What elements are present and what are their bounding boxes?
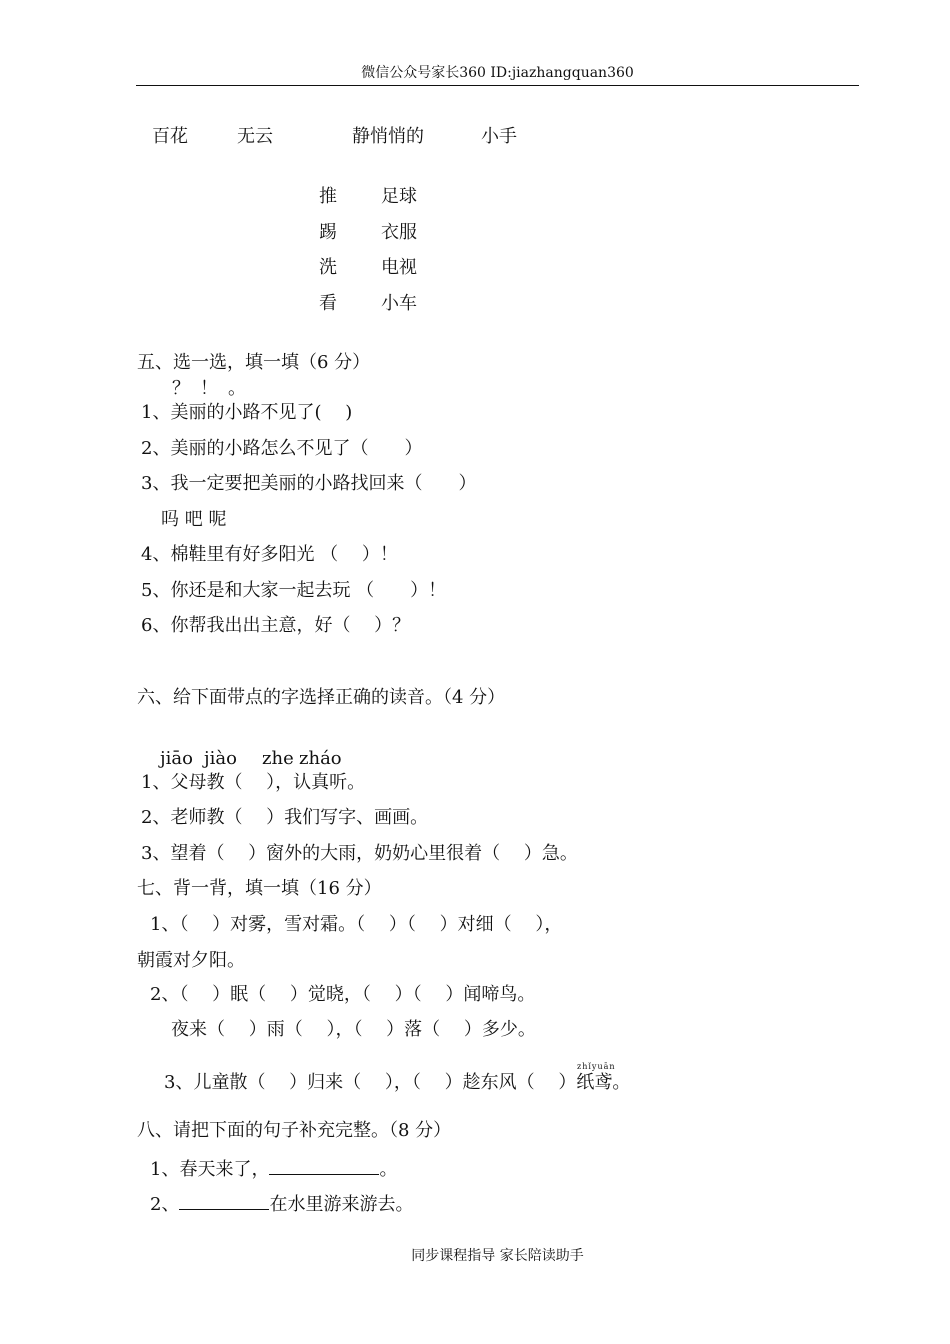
s8-item-2 — [150, 1193, 413, 1214]
s8-item-1-suffix: 。 — [379, 1159, 398, 1180]
pinyin-2: jiào — [204, 748, 237, 769]
s6-item-2: 2、老师教（ ）我们写字、画画。 — [141, 807, 429, 828]
pinyin-3: zhe — [262, 748, 294, 769]
verb-2: 踢 — [319, 222, 337, 243]
s8-item-2-prefix: 2、 — [150, 1194, 180, 1215]
word-4: 小手 — [481, 126, 517, 147]
s6-item-1: 1、父母教（ ），认真听。 — [141, 772, 366, 793]
s7-line-1b: 朝霞对夕阳。 — [137, 950, 245, 971]
s6-item-3: 3、望着（ ）窗外的大雨，奶奶心里很着（ ）急。 — [141, 843, 578, 864]
s5-item-3: 3、我一定要把美丽的小路找回来（ ） — [141, 473, 477, 494]
s7-line-1: 1、（ ）对雾，雪对霜。（ ）（ ）对细（ ）， — [150, 914, 563, 935]
s8-item-2-blank[interactable] — [179, 1193, 269, 1210]
s5-item-1: 1、美丽的小路不见了( ) — [141, 402, 353, 423]
s8-item-1 — [150, 1158, 397, 1179]
s5-item-2: 2、美丽的小路怎么不见了（ ） — [141, 438, 423, 459]
option-question: ？ — [172, 378, 190, 399]
header-rule — [136, 85, 859, 86]
verb-1: 推 — [319, 186, 337, 207]
verb-3: 洗 — [319, 257, 337, 278]
s8-item-1-blank[interactable] — [269, 1158, 379, 1175]
option-period: 。 — [228, 378, 246, 399]
s7-line-2b: 夜来（ ）雨（ ），（ ）落（ ）多少。 — [171, 1019, 536, 1040]
noun-4: 小车 — [381, 293, 417, 314]
pinyin-annotation: zhǐyuān — [577, 1062, 616, 1071]
section8-title: 八、请把下面的句子补充完整。（8 分） — [137, 1120, 452, 1141]
section7-title: 七、背一背，填一填（16 分） — [137, 878, 382, 899]
s8-item-2-suffix: 在水里游来游去。 — [269, 1194, 414, 1215]
pinyin-4: zháo — [299, 748, 342, 769]
s7-line-3: 3、儿童散（ ）归来（ ），（ ）趁东风（ ）纸鸢。 — [164, 1072, 631, 1093]
option-exclaim: ！ — [200, 378, 218, 399]
section5-title: 五、选一选，填一填（6 分） — [137, 352, 371, 373]
word-3: 静悄悄的 — [352, 126, 424, 147]
page-header: 微信公众号家长360 ID:jiazhangquan360 — [361, 65, 634, 81]
s5-item-6: 6、你帮我出出主意，好（ ）？ — [141, 615, 411, 636]
noun-1: 足球 — [381, 186, 417, 207]
page-footer: 同步课程指导 家长陪读助手 — [411, 1248, 584, 1264]
pinyin-1: jiāo — [160, 748, 193, 769]
noun-2: 衣服 — [381, 222, 417, 243]
s5-item-4: 4、棉鞋里有好多阳光 （ ）！ — [141, 544, 398, 565]
s7-line-2: 2、（ ）眠（ ）觉晓，（ ）（ ）闻啼鸟。 — [150, 984, 536, 1005]
s5-options-2: 吗 吧 呢 — [161, 509, 227, 530]
word-2: 无云 — [237, 126, 273, 147]
section6-title: 六、给下面带点的字选择正确的读音。（4 分） — [137, 687, 506, 708]
s8-item-1-prefix: 1、春天来了， — [150, 1159, 270, 1180]
s5-item-5: 5、你还是和大家一起去玩 （ ）！ — [141, 580, 447, 601]
noun-3: 电视 — [381, 257, 417, 278]
word-1: 百花 — [152, 126, 188, 147]
verb-4: 看 — [319, 293, 337, 314]
